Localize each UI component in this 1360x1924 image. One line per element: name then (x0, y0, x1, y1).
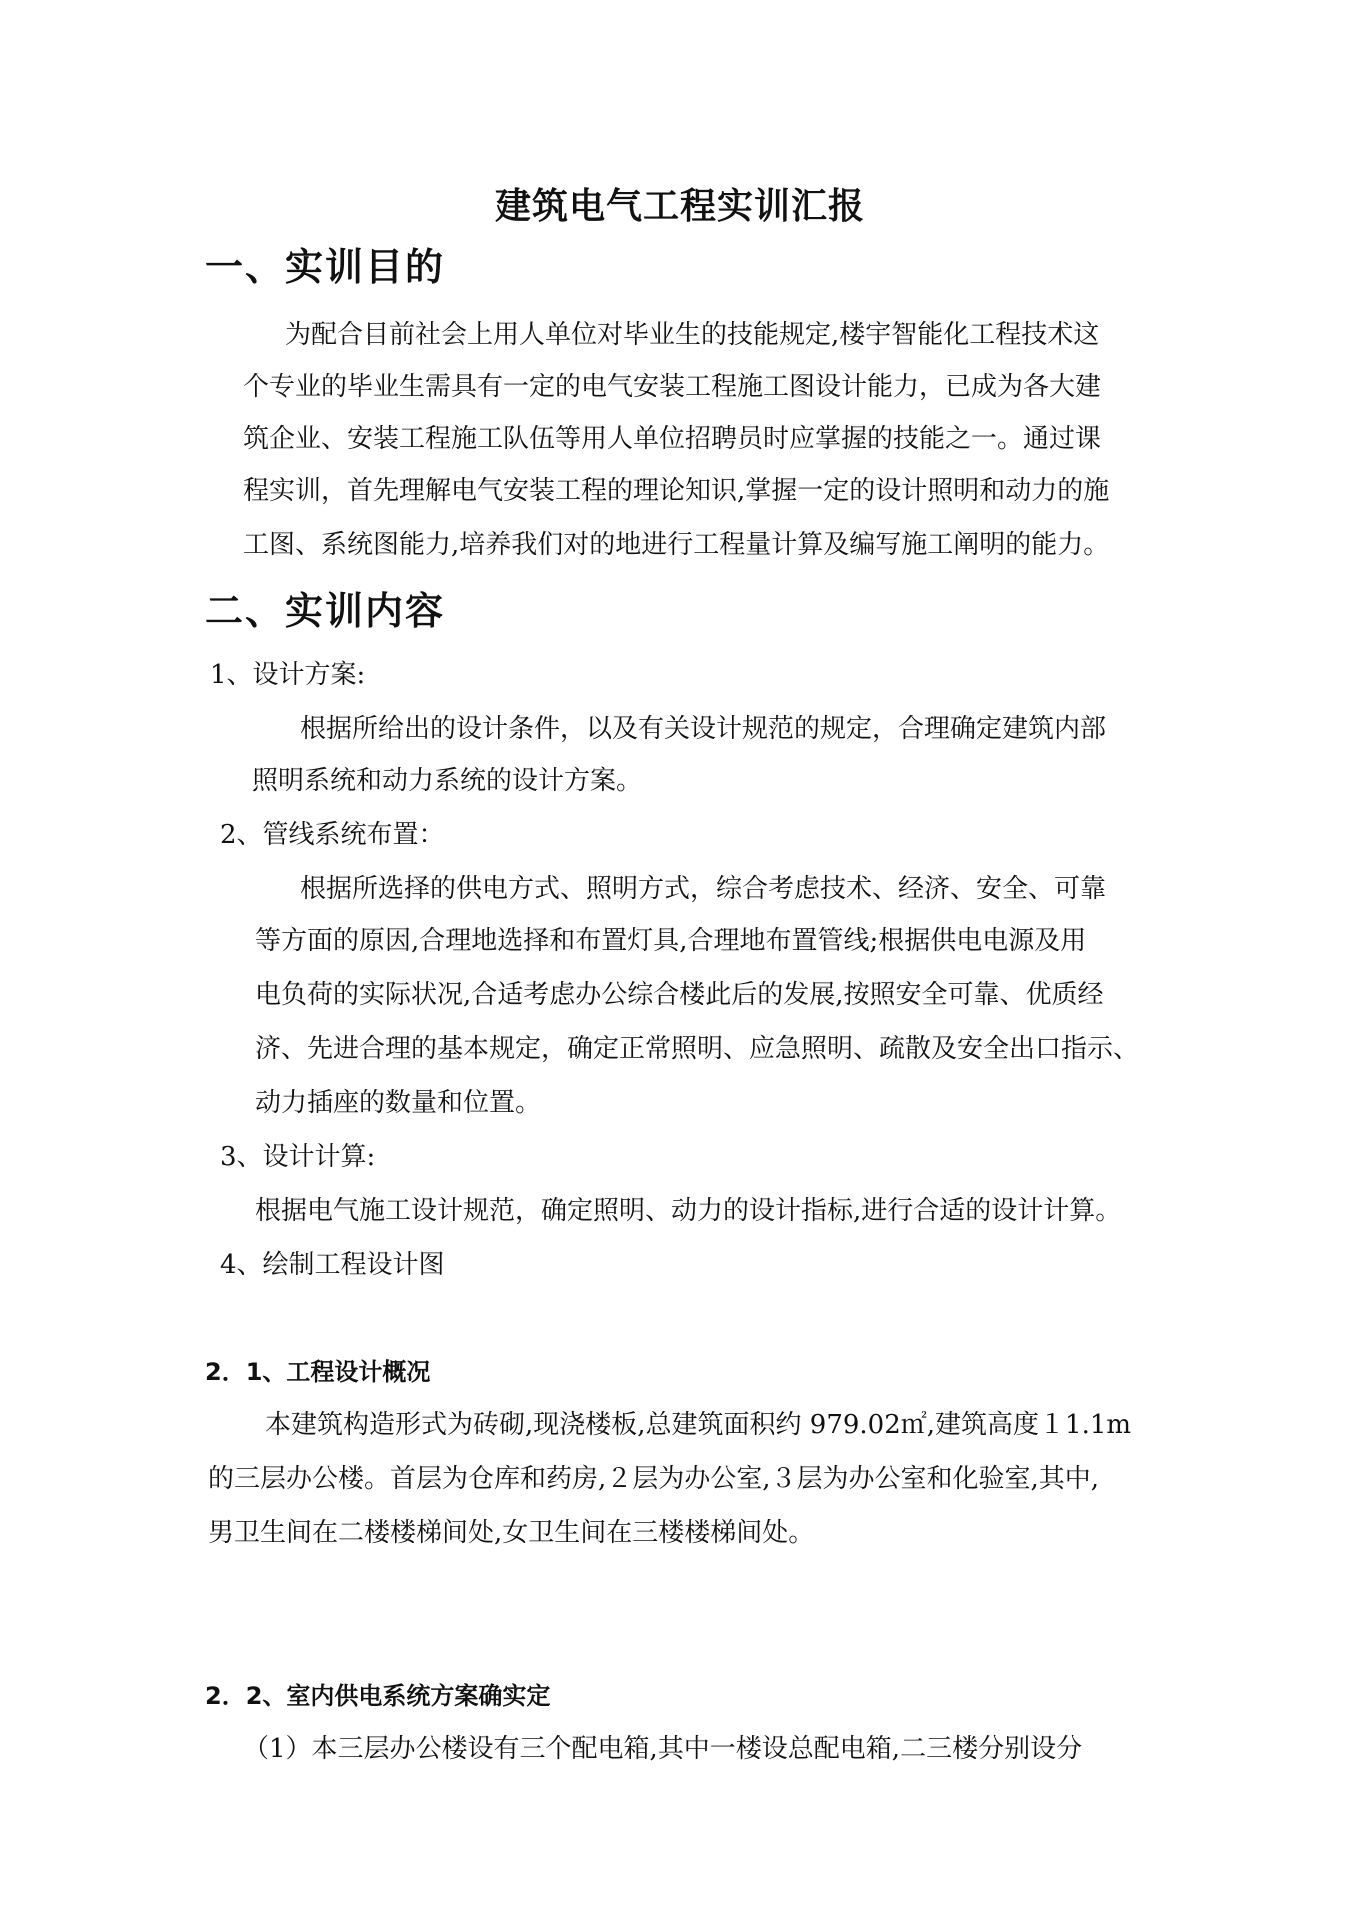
section1-line-4: 程实训，首先理解电气安装工程的理论知识,掌握一定的设计照明和动力的施 (243, 476, 1110, 506)
item1-line-1: 根据所给出的设计条件，以及有关设计规范的规定，合理确定建筑内部 (300, 714, 1107, 744)
section1-line-2: 个专业的毕业生需具有一定的电气安装工程施工图设计能力，已成为各大建 (243, 372, 1102, 402)
item3-line-1: 根据电气施工设计规范，确定照明、动力的设计指标,进行合适的设计计算。 (255, 1196, 1122, 1226)
item2-line-2: 等方面的原因,合理地选择和布置灯具,合理地布置管线;根据供电电源及用 (255, 926, 1087, 956)
sub1-line-3: 男卫生间在二楼楼梯间处,女卫生间在三楼楼梯间处。 (208, 1518, 815, 1548)
document-title: 建筑电气工程实训汇报 (494, 186, 865, 227)
sub1-heading: 2．1、工程设计概况 (205, 1358, 431, 1386)
section1-heading: 一、实训目的 (205, 245, 446, 289)
item2-label: 2、管线系统布置： (220, 820, 445, 850)
sub1-line-2: 的三层办公楼。首层为仓库和药房,２层为办公室,３层为办公室和化验室,其中, (208, 1464, 1100, 1494)
item3-label: 3、设计计算: (220, 1142, 376, 1172)
item1-line-2: 照明系统和动力系统的设计方案。 (252, 766, 643, 796)
sub2-heading: 2．2、室内供电系统方案确实定 (205, 1682, 551, 1710)
item4-label: 4、绘制工程设计图 (220, 1250, 445, 1280)
section1-line-5: 工图、系统图能力,培养我们对的地进行工程量计算及编写施工阐明的能力。 (243, 530, 1110, 560)
section1-line-1: 为配合目前社会上用人单位对毕业生的技能规定,楼宇智能化工程技术这 (285, 320, 1100, 350)
sub1-line-1: 本建筑构造形式为砖砌,现浇楼板,总建筑面积约 979.02㎡,建筑高度１1.1m (265, 1410, 1132, 1440)
item2-line-1: 根据所选择的供电方式、照明方式，综合考虑技术、经济、安全、可靠 (300, 874, 1107, 904)
item2-line-5: 动力插座的数量和位置。 (255, 1088, 542, 1118)
section2-heading: 二、实训内容 (205, 589, 446, 633)
item2-line-4: 济、先进合理的基本规定，确定正常照明、应急照明、疏散及安全出口指示、 (255, 1034, 1140, 1064)
sub2-line-1: （1）本三层办公楼设有三个配电箱,其中一楼设总配电箱,二三楼分别设分 (243, 1734, 1083, 1764)
section1-line-3: 筑企业、安装工程施工队伍等用人单位招聘员时应掌握的技能之一。通过课 (243, 424, 1102, 454)
item1-label: 1、设计方案: (210, 660, 366, 690)
item2-line-3: 电负荷的实际状况,合适考虑办公综合楼此后的发展,按照安全可靠、优质经 (255, 980, 1104, 1010)
